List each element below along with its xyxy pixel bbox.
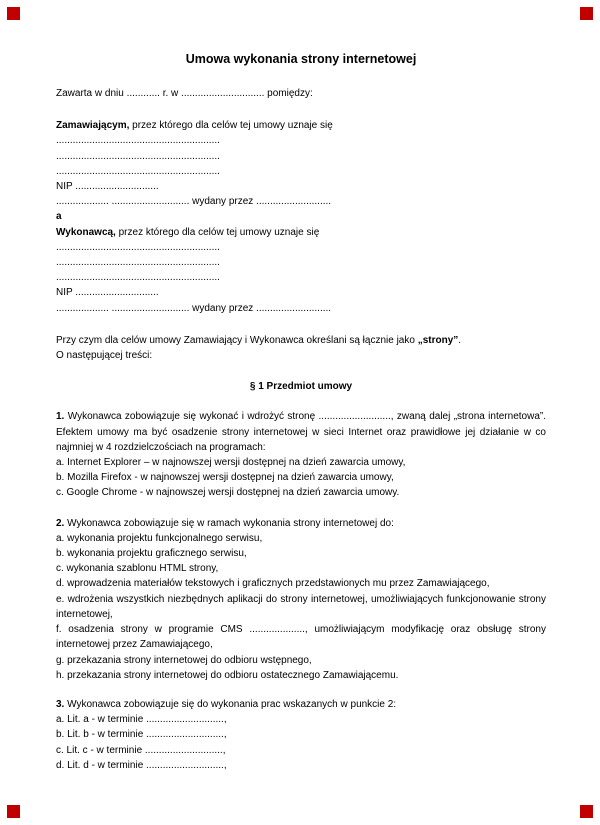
list-item: a. wykonania projektu funkcjonalnego serwisu, [56,532,263,544]
joint-definition-term: „strony” [417,334,459,346]
fill-in-line: ........................................................... [56,150,220,162]
id-issued-line: ................... ............................ wydany przez ........................... [56,302,332,314]
joint-definition-post: . [458,334,462,346]
fiducial-marker-bottom-right [580,805,593,818]
fill-in-line: ........................................................... [56,272,220,284]
list-item: b. Lit. b - w terminie ............................, [56,729,227,741]
section-1-heading: § 1 Przedmiot umowy [249,381,353,393]
clause-2-number: 2. [56,517,65,529]
fill-in-line: ........................................................... [56,135,220,147]
clause-3-paragraph [56,697,546,712]
party-ordering-text: przez którego dla celów tej umowy uznaje się [129,120,333,132]
clause-2-paragraph [56,516,546,531]
fiducial-marker-top-right [580,7,593,20]
list-item: e. wdrożenia wszystkich niezbędnych aplikacji do strony internetowej, umożliwiających funkcjonowanie strony internetowej, [56,593,546,620]
party-ordering-line [56,118,546,133]
joint-definition-pre: Przy czym dla celów umowy Zamawiający i Wykonawca określani są łącznie jako [56,334,418,346]
list-item: c. Lit. c - w terminie ............................, [56,744,226,756]
list-item: b. Mozilla Firefox - w najnowszej wersji dostępnej na dzień zawarcia umowy, [56,472,394,484]
list-item: d. Lit. d - w terminie ............................, [56,759,227,771]
clause-2-block [56,516,546,683]
list-item: c. wykonania szablonu HTML strony, [56,563,219,575]
list-item: d. wprowadzenia materiałów tekstowych i graficznych przedstawionych mu przez Zamawiającego, [56,578,490,590]
party-ordering-label: Zamawiającym, [56,120,130,132]
list-item: g. przekazania strony internetowej do odbioru wstępnego, [56,654,312,666]
nip-line: NIP .............................. [56,287,159,299]
fill-in-line: ........................................................... [56,165,220,177]
conjunction-line: a [56,211,62,223]
fill-in-line: ........................................................... [56,257,220,269]
clause-2-text: Wykonawca zobowiązuje się w ramach wykonania strony internetowej do: [64,517,394,529]
id-issued-line: ................... ............................ wydany przez ........................... [56,196,332,208]
list-item: a. Lit. a - w terminie ............................, [56,714,227,726]
content-intro-line: O następującej treści: [56,350,153,362]
joint-definition-line [56,333,546,348]
list-item: c. Google Chrome - w najnowszej wersji dostępnej na dzień zawarcia umowy. [56,487,400,499]
opening-line: Zawarta w dniu ............ r. w .............................. pomiędzy: [56,88,313,99]
fiducial-marker-top-left [7,7,20,20]
fiducial-marker-bottom-left [7,805,20,818]
list-item: b. wykonania projektu graficznego serwisu, [56,548,247,560]
party-contractor-label: Wykonawcą, [56,226,116,238]
clause-1-paragraph [56,409,546,455]
clause-1-text: Wykonawca zobowiązuje się wykonać i wdrożyć stronę .........................., zwaną dalej „strona internetowa”. Efektem umowy ma być osadzenie strony internetowej w sieci Internet oraz prawidłowe jej działanie w co najmniej w 4 rozdzielczościach na programach: [56,411,546,453]
nip-line: NIP .............................. [56,181,159,193]
party-contractor-text: przez którego dla celów tej umowy uznaje się [115,226,320,238]
clause-1-block [56,409,546,500]
clause-3-number: 3. [56,698,65,710]
joint-definition-block [56,333,546,363]
list-item: f. osadzenia strony w programie CMS ...................., umożliwiającym modyfikację oraz obsługę strony internetowej przez Zamawiającego, [56,624,546,651]
contract-document [56,50,546,773]
clause-3-text: Wykonawca zobowiązuje się do wykonania prac wskazanych w punkcie 2: [64,698,397,710]
document-title: Umowa wykonania strony internetowej [185,52,417,66]
clause-3-block [56,697,546,773]
parties-block [56,118,546,316]
list-item: a. Internet Explorer – w najnowszej wersji dostępnej na dzień zawarcia umowy, [56,457,406,469]
fill-in-line: ........................................................... [56,241,220,253]
party-contractor-line [56,225,546,240]
clause-1-number: 1. [56,411,65,423]
list-item: h. przekazania strony internetowej do odbioru ostatecznego Zamawiającemu. [56,669,399,681]
